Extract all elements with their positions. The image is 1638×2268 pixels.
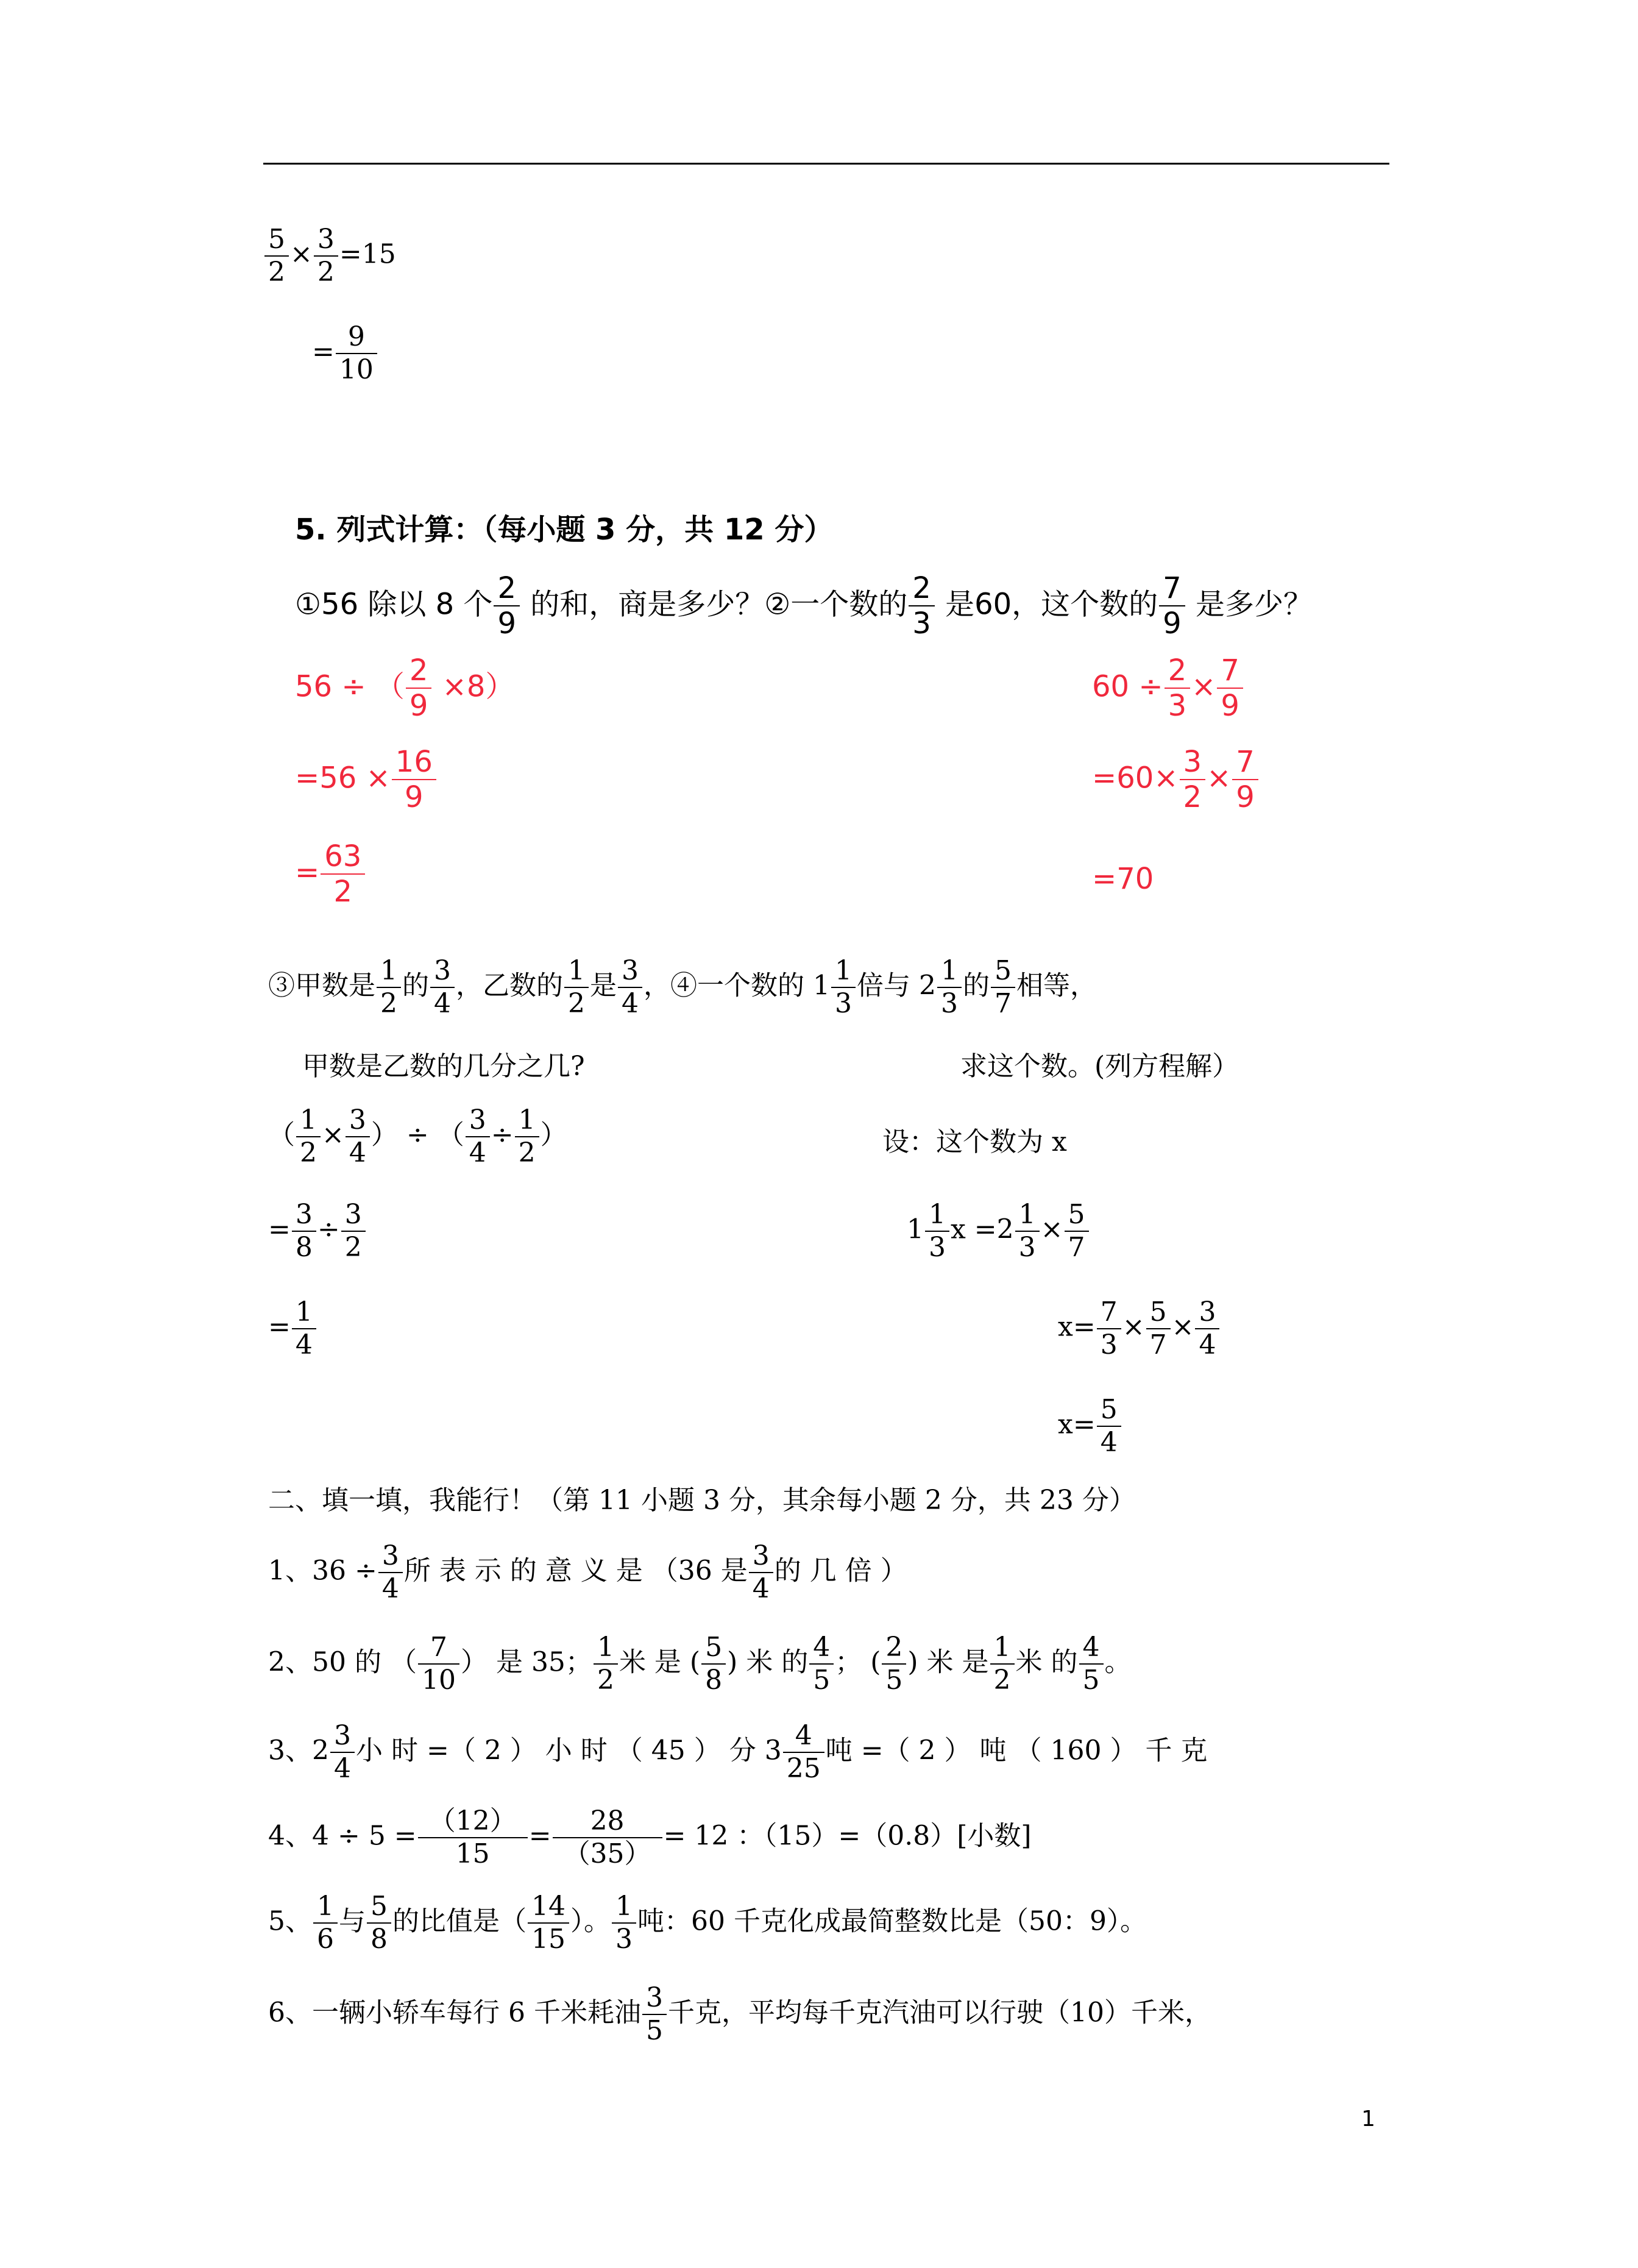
fraction: $\frac{2}{3}$: [1165, 655, 1191, 722]
fraction: $\frac{28}{(35)}$: [553, 1807, 662, 1868]
q3-prompt-line-2: 甲数是乙数的几分之几?: [302, 1051, 585, 1082]
section-2-heading: 二、填一填，我能行！（第 11 小题 3 分，其余每小题 2 分，共 23 分）: [268, 1485, 1136, 1516]
fraction: $\frac{1}{3}$: [1015, 1201, 1040, 1262]
fraction: $\frac{3}{4}$: [378, 1542, 403, 1603]
fraction: $\frac{1}{3}$: [925, 1201, 949, 1262]
fraction: $\frac{3}{5}$: [642, 1984, 667, 2045]
fraction: $\frac{7}{3}$: [1097, 1298, 1121, 1359]
q4-prompt-line-2: 求这个数。(列方程解）: [960, 1051, 1239, 1082]
q4-work-line-1: 设：这个数为 x: [882, 1126, 1067, 1157]
top-work-line-1: $\frac{5}{2}$ × $\frac{3}{2}$ =15: [263, 226, 396, 286]
q5-right-step-3: =70: [1092, 862, 1154, 896]
fraction: $\frac{3}{8}$: [292, 1201, 316, 1262]
fraction: $\frac{4}{5}$: [1079, 1633, 1104, 1694]
fraction: $\frac{3}{2}$: [314, 226, 338, 286]
fill-item-1: 1、36 ÷ $\frac{3}{4}$ 所 表 示 的 意 义 是 （36 是 $\frac{3}{4}$ 的 几 倍 ）: [268, 1540, 907, 1605]
fraction: $\frac{3}{4}$: [430, 957, 455, 1018]
fraction: $\frac{3}{4}$: [466, 1106, 490, 1167]
q5-left-step-2: =56 × $\frac{16}{9}$: [295, 747, 438, 813]
fraction: $\frac{5}{8}$: [701, 1633, 726, 1694]
fraction: $\frac{4}{25}$: [783, 1722, 824, 1783]
fraction: $\frac{1}{3}$: [831, 957, 856, 1018]
fraction: $\frac{1}{2}$: [515, 1106, 539, 1167]
q5-prompt: ①56 除以 8 个 $\frac{2}{9}$ 的和，商是多少？②一个数的 $\frac{2}{3}$ 是60，这个数的 $\frac{7}{9}$ 是多少？: [295, 571, 1313, 641]
q5-right-step-1: 60 ÷ $\frac{2}{3}$ × $\frac{7}{9}$: [1092, 655, 1244, 722]
fraction: $\frac{3}{4}$: [1195, 1298, 1219, 1359]
fill-item-4: 4、4 ÷ 5 = $\frac{(12)}{15}$ = $\frac{28}{(35)}$ = 12 ：（15）=（0.8）[小数]: [268, 1805, 1032, 1870]
fraction: $\frac{1}{6}$: [313, 1893, 338, 1953]
fraction: $\frac{5}{2}$: [264, 226, 289, 286]
q5-left-step-3: = $\frac{63}{2}$: [295, 841, 366, 908]
fraction: $\frac{5}{4}$: [1097, 1396, 1121, 1457]
fraction: $\frac{7}{9}$: [1159, 573, 1185, 639]
fraction: $\frac{7}{10}$: [418, 1633, 459, 1694]
fraction: $\frac{2}{3}$: [909, 573, 935, 639]
top-work-line-2: = $\frac{9}{10}$: [312, 323, 378, 384]
fraction: $\frac{1}{2}$: [594, 1633, 618, 1694]
fraction: $\frac{14}{15}$: [528, 1893, 569, 1953]
fraction: $\frac{2}{5}$: [882, 1633, 906, 1694]
fraction: $\frac{3}{2}$: [341, 1201, 366, 1262]
q5-right-step-2: =60× $\frac{3}{2}$ × $\frac{7}{9}$: [1092, 747, 1260, 813]
fill-item-3: 3、2 $\frac{3}{4}$ 小 时 =（ 2 ） 小 时 （ 45 ） 分 3 $\frac{4}{25}$ 吨 =（ 2 ） 吨 （ 160 ） 千 克: [268, 1720, 1208, 1785]
fraction: $\frac{3}{4}$: [749, 1542, 773, 1603]
q5-heading: 5. 列式计算：（每小题 3 分，共 12 分）: [295, 513, 834, 547]
fraction: $\frac{1}{2}$: [377, 957, 401, 1018]
fraction: $\frac{2}{9}$: [494, 573, 520, 639]
fill-item-6: 6、一辆小轿车每行 6 千米耗油 $\frac{3}{5}$ 千克，平均每千克汽油可以行驶（10）千米，: [268, 1982, 1211, 2047]
page-number: 1: [1361, 2106, 1375, 2131]
fraction: $\frac{9}{10}$: [336, 323, 377, 384]
q4-work-line-3: x= $\frac{7}{3}$ × $\frac{5}{7}$ × $\frac{3}{4}$: [1058, 1298, 1221, 1359]
fraction: $\frac{1}{3}$: [937, 957, 962, 1018]
header-rule: [263, 163, 1389, 165]
fraction: $\frac{1}{2}$: [296, 1106, 321, 1167]
fraction: $\frac{1}{2}$: [564, 957, 589, 1018]
q3-work-line-2: = $\frac{3}{8}$ ÷ $\frac{3}{2}$: [268, 1201, 367, 1262]
fraction: $\frac{2}{9}$: [406, 655, 432, 722]
fraction: $\frac{5}{7}$: [991, 957, 1015, 1018]
fraction: $\frac{(12)}{15}$: [418, 1807, 528, 1868]
fraction: $\frac{3}{4}$: [618, 957, 642, 1018]
fraction: $\frac{3}{4}$: [346, 1106, 370, 1167]
fraction: $\frac{1}{3}$: [612, 1893, 636, 1953]
fraction: $\frac{7}{9}$: [1232, 747, 1258, 813]
fraction: $\frac{1}{4}$: [292, 1298, 316, 1359]
fill-item-5: 5、 $\frac{1}{6}$ 与 $\frac{5}{8}$ 的比值是（ $\frac{14}{15}$ ）。 $\frac{1}{3}$ 吨：60 千克化成最简整数比是（50：9）。: [268, 1891, 1147, 1955]
fraction: $\frac{3}{4}$: [330, 1722, 355, 1783]
q3-work-line-1: （ $\frac{1}{2}$ × $\frac{3}{4}$ ） ÷ （ $\frac{3}{4}$ ÷ $\frac{1}{2}$ ）: [268, 1104, 567, 1169]
fraction: $\frac{5}{8}$: [367, 1893, 391, 1953]
fraction: $\frac{5}{7}$: [1065, 1201, 1089, 1262]
fraction: $\frac{4}{5}$: [809, 1633, 834, 1694]
q4-work-line-4: x= $\frac{5}{4}$: [1058, 1396, 1122, 1457]
fraction: $\frac{16}{9}$: [392, 747, 436, 813]
fraction: $\frac{3}{2}$: [1180, 747, 1206, 813]
fraction: $\frac{7}{9}$: [1217, 655, 1243, 722]
q34-prompt-line-1: ③甲数是 $\frac{1}{2}$ 的 $\frac{3}{4}$ ，乙数的 $\frac{1}{2}$ 是 $\frac{3}{4}$ ，④一个数的 1 $\frac{1}{3}$ 倍与 2 $\frac{1}{3}$ 的 $\frac{5}{7}$ 相等，: [268, 955, 1097, 1020]
fraction: $\frac{63}{2}$: [321, 841, 365, 908]
fill-item-2: 2、50 的 （ $\frac{7}{10}$ ） 是 35； $\frac{1}{2}$ 米 是 ( $\frac{5}{8}$ ) 米 的 $\frac{4}{5}$ ； ( $\frac{2}{5}$ ) 米 是 $\frac{1}{2}$ 米 的 $\frac{4}{5}$ 。: [268, 1632, 1132, 1696]
q4-work-line-2: 1 $\frac{1}{3}$ x =2 $\frac{1}{3}$ × $\frac{5}{7}$: [907, 1201, 1090, 1262]
fraction: $\frac{1}{2}$: [990, 1633, 1015, 1694]
q3-work-line-3: = $\frac{1}{4}$: [268, 1298, 317, 1359]
q5-left-step-1: 56 ÷ （ $\frac{2}{9}$ ×8）: [295, 653, 515, 723]
fraction: $\frac{5}{7}$: [1146, 1298, 1171, 1359]
